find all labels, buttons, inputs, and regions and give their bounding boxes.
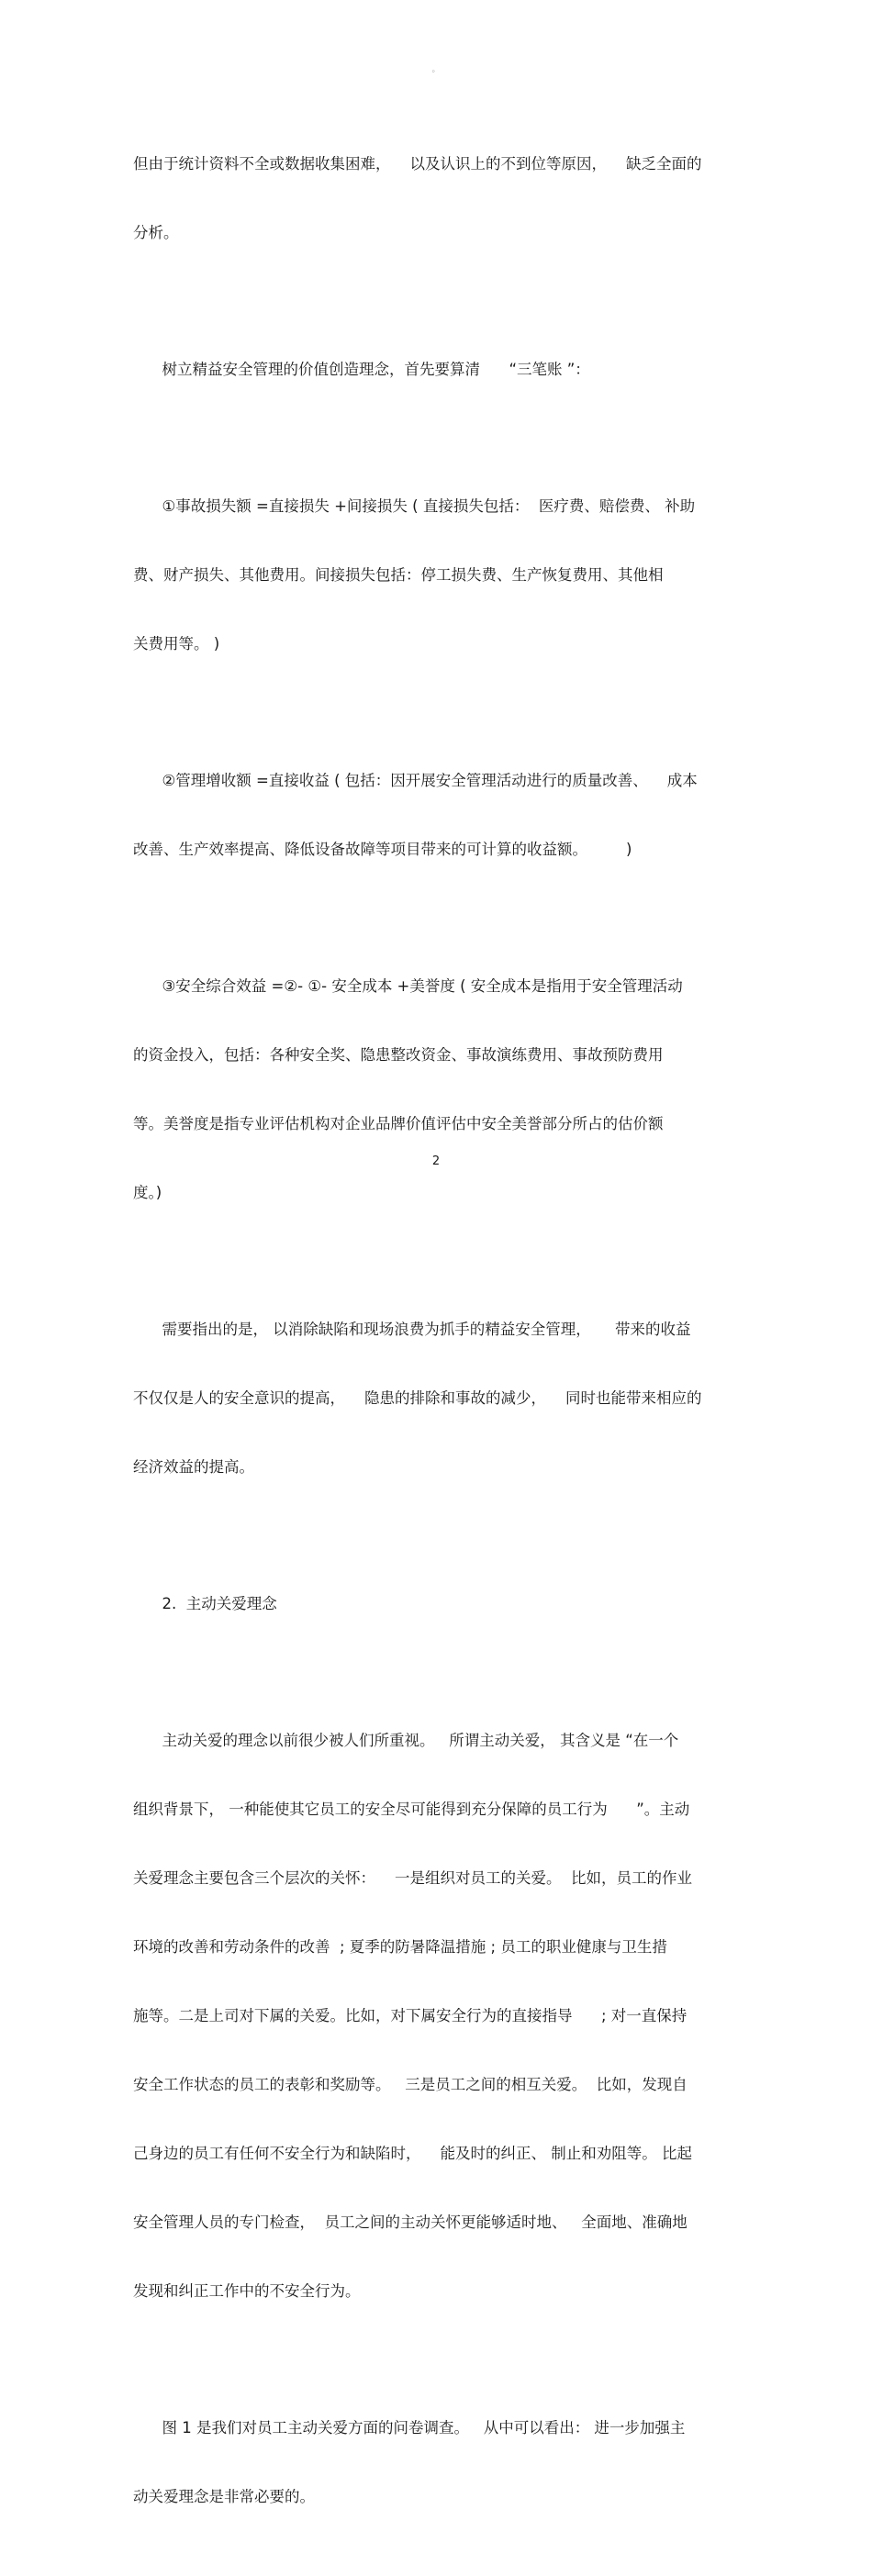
text-line: ①事故损失额 =直接损失 +间接损失 ( 直接损失包括： 医疗费、赔偿费、 补助 [133, 497, 696, 515]
text-line: 图 1 是我们对员工主动关爱方面的问卷调查。 从中可以看出： 进一步加强主 [133, 2419, 686, 2437]
page-number: 2 [431, 1154, 441, 1168]
text-line: 不仅仅是人的安全意识的提高， 隐患的排除和事故的减少， 同时也能带来相应的 [133, 1389, 702, 1407]
text-line: 己身边的员工有任何不安全行为和缺陷时， 能及时的纠正、 制止和劝阻等。 比起 [133, 2145, 692, 2162]
paragraph-5 [133, 929, 739, 1250]
text-line: 需要指出的是， 以消除缺陷和现场浪费为抓手的精益安全管理， 带来的收益 [133, 1321, 691, 1338]
text-line: 树立精益安全管理的价值创造理念，首先要算清 “三笔账 ”： [133, 361, 590, 378]
paragraph-1 [133, 106, 739, 290]
text-line: 经济效益的提高。 [133, 1458, 254, 1476]
header-mark: 。 [431, 65, 441, 74]
paragraph-3 [133, 449, 739, 701]
text-line: ③安全综合效益 =②- ①- 安全成本 +美誉度 ( 安全成本是指用于安全管理活动 [133, 977, 683, 995]
text-line: 安全管理人员的专门检查， 员工之间的主动关怀更能够适时地、 全面地、准确地 [133, 2214, 688, 2231]
paragraph-4 [133, 723, 739, 907]
text-line: 的资金投入，包括：各种安全奖、隐患整改资金、事故演练费用、事故预防费用 [133, 1046, 664, 1064]
section-heading [133, 1546, 739, 1661]
text-line: 施等。二是上司对下属的关爱。比如，对下属安全行为的直接指导 ; 对一直保持 [133, 2007, 688, 2024]
text-line: 度。) [133, 1184, 162, 1201]
text-line: 费、财产损失、其他费用。间接损失包括：停工损失费、生产恢复费用、其他相 [133, 566, 664, 584]
text-line: 安全工作状态的员工的表彰和奖励等。 三是员工之间的相互关爱。 比如，发现自 [133, 2076, 688, 2093]
text-line: 但由于统计资料不全或数据收集困难， 以及认识上的不到位等原因， 缺乏全面的 [133, 155, 702, 173]
paragraph-7 [133, 1683, 739, 2348]
text-line: 环境的改善和劳动条件的改善 ; 夏季的防暑降温措施 ; 员工的职业健康与卫生措 [133, 1938, 667, 1956]
text-line: 关费用等。 ) [133, 635, 220, 652]
text-line: 等。美誉度是指专业评估机构对企业品牌价值评估中安全美誉部分所占的估价额 [133, 1115, 664, 1132]
text-line: 发现和纠正工作中的不安全行为。 [133, 2282, 361, 2300]
body-text [133, 106, 739, 2576]
text-line: ②管理增收额 =直接收益 ( 包括：因开展安全管理活动进行的质量改善、 成本 [133, 772, 698, 789]
text-line: 分析。 [133, 224, 179, 241]
paragraph-6 [133, 1272, 739, 1524]
text-line: 改善、生产效率提高、降低设备故障等项目带来的可计算的收益额。 ) [133, 841, 632, 858]
text-line: 动关爱理念是非常必要的。 [133, 2488, 315, 2505]
heading-text: 2. 主动关爱理念 [133, 1595, 277, 1612]
paragraph-8 [133, 2370, 739, 2554]
text-line: 关爱理念主要包含三个层次的关怀： 一是组织对员工的关爱。 比如，员工的作业 [133, 1869, 692, 1887]
text-line: 组织背景下， 一种能使其它员工的安全尽可能得到充分保障的员工行为 ”。主动 [133, 1801, 690, 1818]
text-line: 主动关爱的理念以前很少被人们所重视。 所谓主动关爱， 其含义是 “在一个 [133, 1732, 679, 1749]
paragraph-2 [133, 312, 739, 427]
